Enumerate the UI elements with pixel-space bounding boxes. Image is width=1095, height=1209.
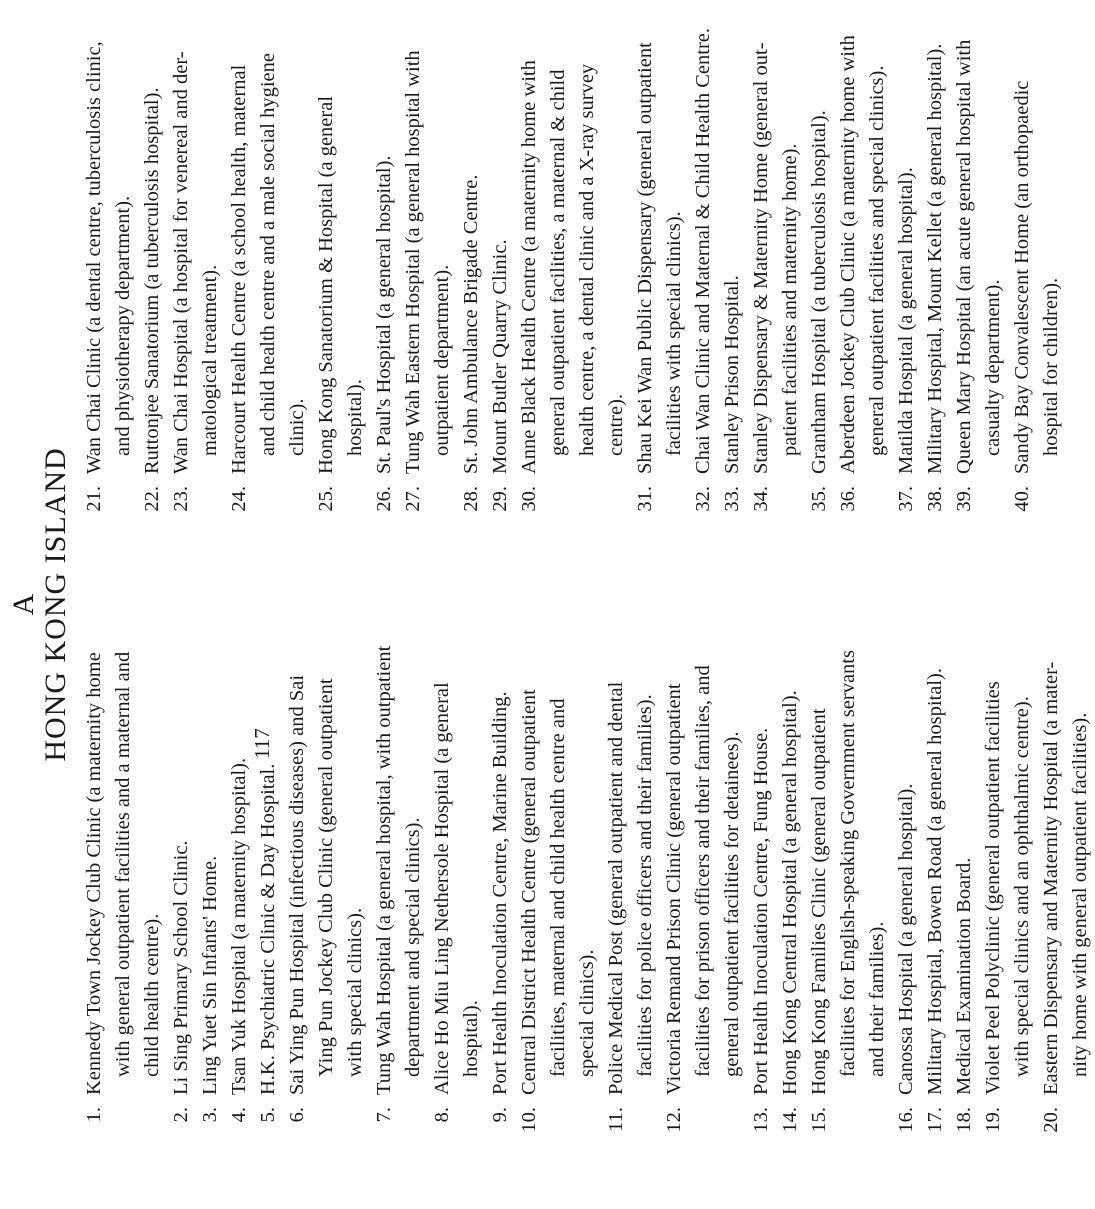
item-line: Hong Kong Central Hospital (a general hospital).: [779, 690, 801, 1095]
item-line: Anne Black Health Centre (a maternity home with: [518, 60, 540, 474]
list-item: [370, 2, 399, 522]
item-line: Mount Butler Quarry Clinic.: [489, 239, 511, 474]
item-text: [660, 556, 747, 1095]
item-line: facilities for police officers and their families).: [634, 694, 656, 1077]
item-text: [631, 2, 689, 474]
list-item: [283, 556, 370, 1143]
item-line: Ying Pun Jockey Club Clinic (general outpatient: [315, 678, 337, 1077]
item-line: facilities with special clinics).: [663, 211, 685, 456]
item-number: 5.: [257, 1107, 279, 1123]
header-letter: A: [7, 593, 40, 616]
item-line: Tung Wah Eastern Hospital (a general hospital with: [402, 50, 424, 474]
list-item: [370, 556, 428, 1143]
list-item: [776, 556, 805, 1143]
item-text: [921, 556, 950, 1095]
item-text: [225, 2, 312, 474]
item-line: department and special clinics).: [402, 817, 424, 1077]
item-number: 19.: [982, 1107, 1004, 1133]
item-line: Tung Wah Hospital (a general hospital, with outpatient: [373, 645, 395, 1095]
item-text: [1008, 2, 1066, 474]
list-item: [457, 2, 486, 522]
item-line: Ruttonjee Sanatorium (a tuberculosis hospital).: [141, 87, 163, 474]
item-number: 12.: [663, 1107, 685, 1133]
item-number: 9.: [489, 1107, 511, 1123]
list-item: [921, 556, 950, 1143]
item-text: [689, 2, 718, 474]
item-number: 24.: [228, 486, 250, 512]
item-line: matological treatment).: [199, 264, 221, 456]
item-line: Ling Yuet Sin Infants' Home.: [199, 855, 221, 1095]
item-line: Medical Examination Board.: [953, 857, 975, 1095]
item-text: [776, 556, 805, 1095]
item-number: 6.: [286, 1107, 308, 1123]
item-number: 20.: [1040, 1107, 1062, 1133]
item-line: and physiotherapy department).: [112, 195, 134, 456]
list-item: [805, 556, 892, 1143]
item-number: 7.: [373, 1107, 395, 1123]
list-item: [254, 556, 283, 1143]
item-text: [80, 2, 138, 474]
item-number: 16.: [895, 1107, 917, 1133]
item-line: clinic).: [286, 398, 308, 456]
item-text: [167, 2, 225, 474]
item-text: [602, 556, 660, 1095]
item-line: Aberdeen Jockey Club Clinic (a maternity home with: [837, 35, 859, 474]
item-number: 10.: [518, 1107, 540, 1133]
list-item: [805, 2, 834, 522]
item-line: general outpatient facilities and special clinics).: [866, 65, 888, 456]
item-text: [457, 2, 486, 474]
item-line: Harcourt Health Centre (a school health, maternal: [228, 64, 250, 474]
item-line: Violet Peel Polyclinic (general outpatient facilities: [982, 681, 1004, 1095]
list-item: [486, 556, 515, 1143]
list-item: [979, 556, 1037, 1143]
item-line: Sandy Bay Convalescent Home (an orthopaedic: [1011, 80, 1033, 474]
item-text: [892, 556, 921, 1095]
list-item: [138, 2, 167, 522]
item-line: facilities for prison officers and their families, and: [692, 665, 714, 1077]
item-text: [254, 556, 283, 1095]
list-item: [834, 2, 892, 522]
item-line: hospital).: [460, 1000, 482, 1077]
item-text: [283, 556, 370, 1095]
item-line: H.K. Psychiatric Clinic & Day Hospital.: [257, 763, 279, 1095]
page-title: HONG KONG ISLAND: [39, 447, 72, 762]
item-line: general outpatient facilities for detainees).: [721, 731, 743, 1077]
item-number: 36.: [837, 486, 859, 512]
item-number: 15.: [808, 1107, 830, 1133]
item-line: St. John Ambulance Brigade Centre.: [460, 174, 482, 474]
item-number: 39.: [953, 486, 975, 512]
item-text: [718, 2, 747, 474]
list-item: [660, 556, 747, 1143]
item-number: 26.: [373, 486, 395, 512]
list-item: [486, 2, 515, 522]
item-text: [805, 556, 892, 1095]
item-number: 37.: [895, 486, 917, 512]
item-number: 4.: [228, 1107, 250, 1123]
item-line: Canossa Hospital (a general hospital).: [895, 783, 917, 1095]
item-line: Eastern Dispensary and Maternity Hospital (a mater-: [1040, 661, 1062, 1095]
item-line: facilities, maternal and child health centre and: [547, 698, 569, 1077]
item-line: facilities for English-speaking Government servants: [837, 650, 859, 1077]
list-item: [312, 2, 370, 522]
item-number: 33.: [721, 486, 743, 512]
item-number: 8.: [431, 1107, 453, 1123]
item-line: Central District Health Centre (general outpatient: [518, 689, 540, 1095]
item-number: 38.: [924, 486, 946, 512]
item-number: 2.: [170, 1107, 192, 1123]
item-number: 29.: [489, 486, 511, 512]
item-line: Port Health Inoculation Centre, Marine Building.: [489, 691, 511, 1095]
item-line: and child health centre and a male social hygiene: [257, 53, 279, 456]
item-text: [921, 2, 950, 474]
item-number: 17.: [924, 1107, 946, 1133]
item-line: with special clinics).: [344, 907, 366, 1077]
item-number: 1.: [83, 1107, 105, 1123]
item-number: 31.: [634, 486, 656, 512]
list-item: [921, 2, 950, 522]
item-text: [312, 2, 370, 474]
item-number: 22.: [141, 486, 163, 512]
item-line: Military Hospital, Mount Kellet (a general hospital).: [924, 43, 946, 474]
list-item: [602, 556, 660, 1143]
item-text: [167, 556, 196, 1095]
item-line: Military Hospital, Bowen Road (a general hospital).: [924, 668, 946, 1095]
item-line: Wan Chai Hospital (a hospital for venereal and der-: [170, 51, 192, 474]
item-line: Matilda Hospital (a general hospital).: [895, 167, 917, 474]
item-line: with general outpatient facilities and a maternal and: [112, 651, 134, 1077]
item-line: Stanley Dispensary & Maternity Home (general out-: [750, 42, 772, 474]
item-text: [892, 2, 921, 474]
item-line: Li Sing Primary School Clinic.: [170, 840, 192, 1095]
item-line: and their families).: [866, 921, 888, 1077]
item-text: [486, 2, 515, 474]
item-number: 3.: [199, 1107, 221, 1123]
item-line: hospital).: [344, 379, 366, 456]
item-text: [428, 556, 486, 1095]
item-line: Alice Ho Miu Ling Nethersole Hospital (a general: [431, 682, 453, 1095]
item-number: 11.: [605, 1107, 627, 1132]
item-text: [950, 2, 1008, 474]
list-item: [689, 2, 718, 522]
list-item: [196, 556, 225, 1143]
page-number: 117: [250, 728, 274, 759]
item-line: Hong Kong Sanatorium & Hospital (a general: [315, 95, 337, 474]
item-text: [834, 2, 892, 474]
item-line: nity home with general outpatient facilities).: [1069, 712, 1091, 1077]
item-number: 30.: [518, 486, 540, 512]
item-text: [515, 2, 631, 474]
item-number: 34.: [750, 486, 772, 512]
item-line: outpatient department).: [431, 264, 453, 456]
item-text: [486, 556, 515, 1095]
list-item: [892, 556, 921, 1143]
list-item: [225, 556, 254, 1143]
item-line: Tsan Yuk Hospital (a maternity hospital).: [228, 757, 250, 1095]
item-number: 21.: [83, 486, 105, 512]
item-line: with special clinics and an ophthalmic centre).: [1011, 696, 1033, 1077]
right-column: [80, 2, 1066, 522]
item-text: [399, 2, 457, 474]
item-line: Chai Wan Clinic and Maternal & Child Health Centre.: [692, 27, 714, 474]
item-text: [747, 2, 805, 474]
item-line: patient facilities and maternity home).: [779, 143, 801, 456]
item-line: Grantham Hospital (a tuberculosis hospital).: [808, 110, 830, 474]
item-text: [370, 2, 399, 474]
list-item: [950, 2, 1008, 522]
item-line: Port Health Inoculation Centre, Fung House.: [750, 727, 772, 1095]
item-text: [979, 556, 1037, 1095]
list-item: [80, 556, 167, 1143]
item-line: Wan Chai Clinic (a dental centre, tuberculosis clinic,: [83, 41, 105, 474]
item-number: 40.: [1011, 486, 1033, 512]
item-line: health centre, a dental clinic and a X-ray survey: [576, 63, 598, 456]
list-item: [399, 2, 457, 522]
item-number: 35.: [808, 486, 830, 512]
item-line: Stanley Prison Hospital.: [721, 275, 743, 474]
item-line: Victoria Remand Prison Clinic (general outpatient: [663, 683, 685, 1095]
item-line: Sai Ying Pun Hospital (infectious diseases) and Sai: [286, 674, 308, 1095]
item-number: 28.: [460, 486, 482, 512]
item-text: [747, 556, 776, 1095]
list-item: [747, 2, 805, 522]
item-line: Police Medical Post (general outpatient and dental: [605, 681, 627, 1095]
item-line: special clinics).: [576, 949, 598, 1077]
item-number: 18.: [953, 1107, 975, 1133]
item-line: Hong Kong Families Clinic (general outpatient: [808, 708, 830, 1095]
item-text: [225, 556, 254, 1095]
item-number: 25.: [315, 486, 337, 512]
item-text: [80, 556, 167, 1095]
item-text: [1037, 556, 1095, 1095]
item-line: centre).: [605, 393, 627, 456]
list-item: [515, 556, 602, 1143]
item-number: 27.: [402, 486, 424, 512]
list-item: [1008, 2, 1066, 522]
list-item: [167, 2, 225, 522]
left-column: [80, 556, 1095, 1143]
item-number: 23.: [170, 486, 192, 512]
item-line: Shau Kei Wan Public Dispensary (general outpatient: [634, 42, 656, 474]
item-number: 14.: [779, 1107, 801, 1133]
list-item: [631, 2, 689, 522]
list-item: [428, 556, 486, 1143]
item-text: [515, 556, 602, 1095]
list-item: [950, 556, 979, 1143]
list-item: [892, 2, 921, 522]
list-item: [1037, 556, 1095, 1143]
item-line: Kennedy Town Jockey Club Clinic (a maternity home: [83, 652, 105, 1095]
list-item: [167, 556, 196, 1143]
item-number: 32.: [692, 486, 714, 512]
item-text: [370, 556, 428, 1095]
item-line: child health centre).: [141, 913, 163, 1077]
item-text: [138, 2, 167, 474]
list-item: [225, 2, 312, 522]
item-line: general outpatient facilities, a maternal & child: [547, 69, 569, 456]
item-text: [950, 556, 979, 1095]
list-item: [747, 556, 776, 1143]
item-text: [805, 2, 834, 474]
list-item: [718, 2, 747, 522]
item-line: Queen Mary Hospital (an acute general hospital with: [953, 39, 975, 474]
item-line: St. Paul's Hospital (a general hospital).: [373, 155, 395, 474]
item-number: 13.: [750, 1107, 772, 1133]
item-line: hospital for children).: [1040, 277, 1062, 456]
item-line: casualty department).: [982, 279, 1004, 456]
list-item: [515, 2, 631, 522]
item-text: [196, 556, 225, 1095]
list-item: [80, 2, 138, 522]
